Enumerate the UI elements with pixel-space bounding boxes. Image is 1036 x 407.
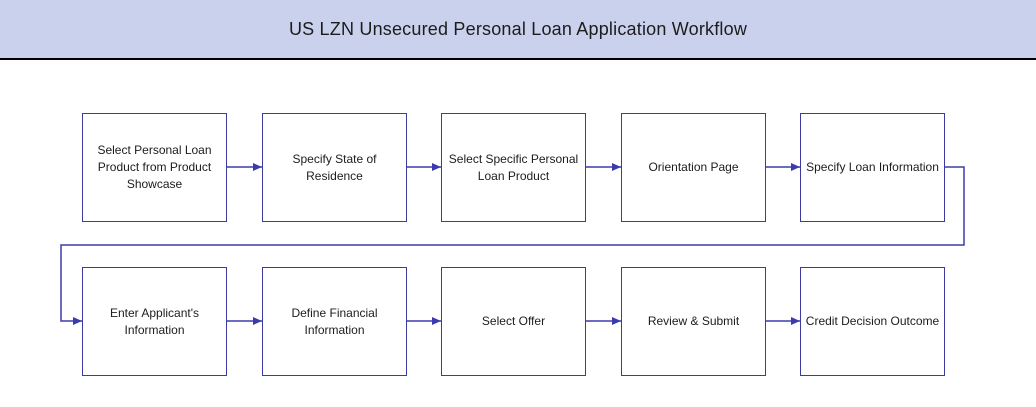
step-label: Orientation Page (648, 160, 739, 174)
step-select-specific-product (441, 113, 586, 222)
step-select-offer (441, 267, 586, 376)
step-label: Credit Decision Outcome (805, 314, 940, 328)
step-label: Enter Applicant's Information (109, 305, 199, 337)
step-review-and-submit (621, 267, 766, 376)
step-label: Select Specific Personal Loan Product (448, 151, 579, 183)
step-label: Define Financial Information (291, 305, 378, 337)
step-specify-state-of-residence (262, 113, 407, 222)
step-enter-applicant-information (82, 267, 227, 376)
step-define-financial-information (262, 267, 407, 376)
step-label: Select Personal Loan Product from Product Showcase (97, 143, 212, 191)
step-label: Specify State of Residence (292, 151, 377, 183)
step-label: Specify Loan Information (806, 160, 939, 174)
step-label: Select Offer (481, 314, 546, 328)
step-label: Review & Submit (647, 314, 740, 328)
page-title: US LZN Unsecured Personal Loan Application Workflow (288, 18, 748, 39)
step-specify-loan-information (800, 113, 945, 222)
step-orientation-page (621, 113, 766, 222)
step-select-product-from-showcase (82, 113, 227, 222)
step-credit-decision-outcome (800, 267, 945, 376)
